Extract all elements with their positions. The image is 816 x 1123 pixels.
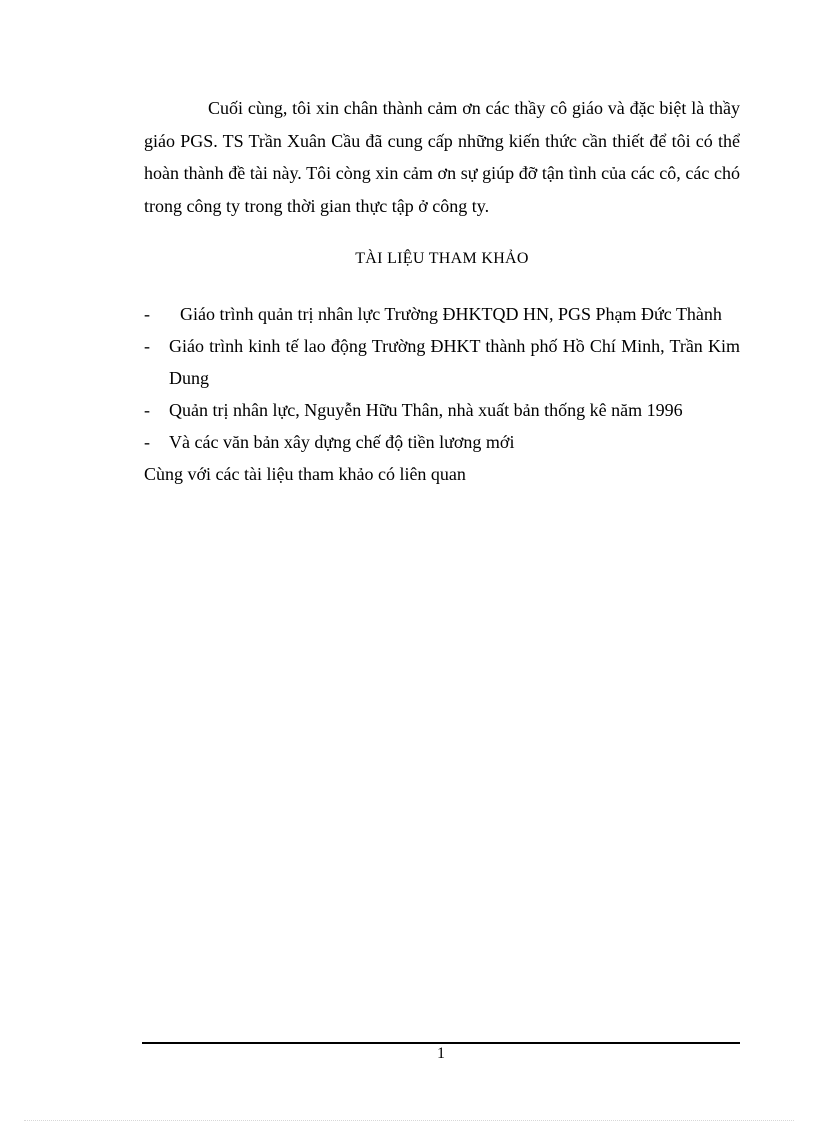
reference-text: Và các văn bản xây dựng chế độ tiền lương mới xyxy=(169,432,515,452)
list-dash: - xyxy=(144,432,150,452)
reference-item xyxy=(144,330,740,394)
reference-item xyxy=(144,426,740,458)
reference-item xyxy=(144,298,740,330)
page-bottom-edge xyxy=(24,1120,794,1121)
reference-text: Quản trị nhân lực, Nguyễn Hữu Thân, nhà xuất bản thống kê năm 1996 xyxy=(169,400,683,420)
list-dash: - xyxy=(144,336,150,356)
references-list xyxy=(144,298,740,458)
page-number: 1 xyxy=(437,1045,445,1062)
reference-item xyxy=(144,394,740,426)
reference-text: Giáo trình quản trị nhân lực Trường ĐHKTQD HN, PGS Phạm Đức Thành xyxy=(180,304,722,324)
footer-divider xyxy=(142,1042,740,1044)
page-content xyxy=(144,92,740,490)
reference-text: Giáo trình kinh tế lao động Trường ĐHKT thành phố Hồ Chí Minh, Trần Kim Dung xyxy=(169,336,740,388)
references-heading: TÀI LIỆU THAM KHẢO xyxy=(355,250,529,267)
acknowledgement-paragraph: Cuối cùng, tôi xin chân thành cảm ơn các thầy cô giáo và đặc biệt là thầy giáo PGS. TS Trần Xuân Cầu đã cung cấp những kiến thức cần thiết để tôi có thể hoàn thành đề tài này. Tôi còng xin cảm ơn sự giúp đỡ tận tình của các cô, các chó trong công ty trong thời gian thực tập ở công ty. xyxy=(144,98,740,216)
list-dash: - xyxy=(144,400,150,420)
references-closing-line: Cùng với các tài liệu tham khảo có liên quan xyxy=(144,464,466,484)
list-dash: - xyxy=(144,304,150,324)
